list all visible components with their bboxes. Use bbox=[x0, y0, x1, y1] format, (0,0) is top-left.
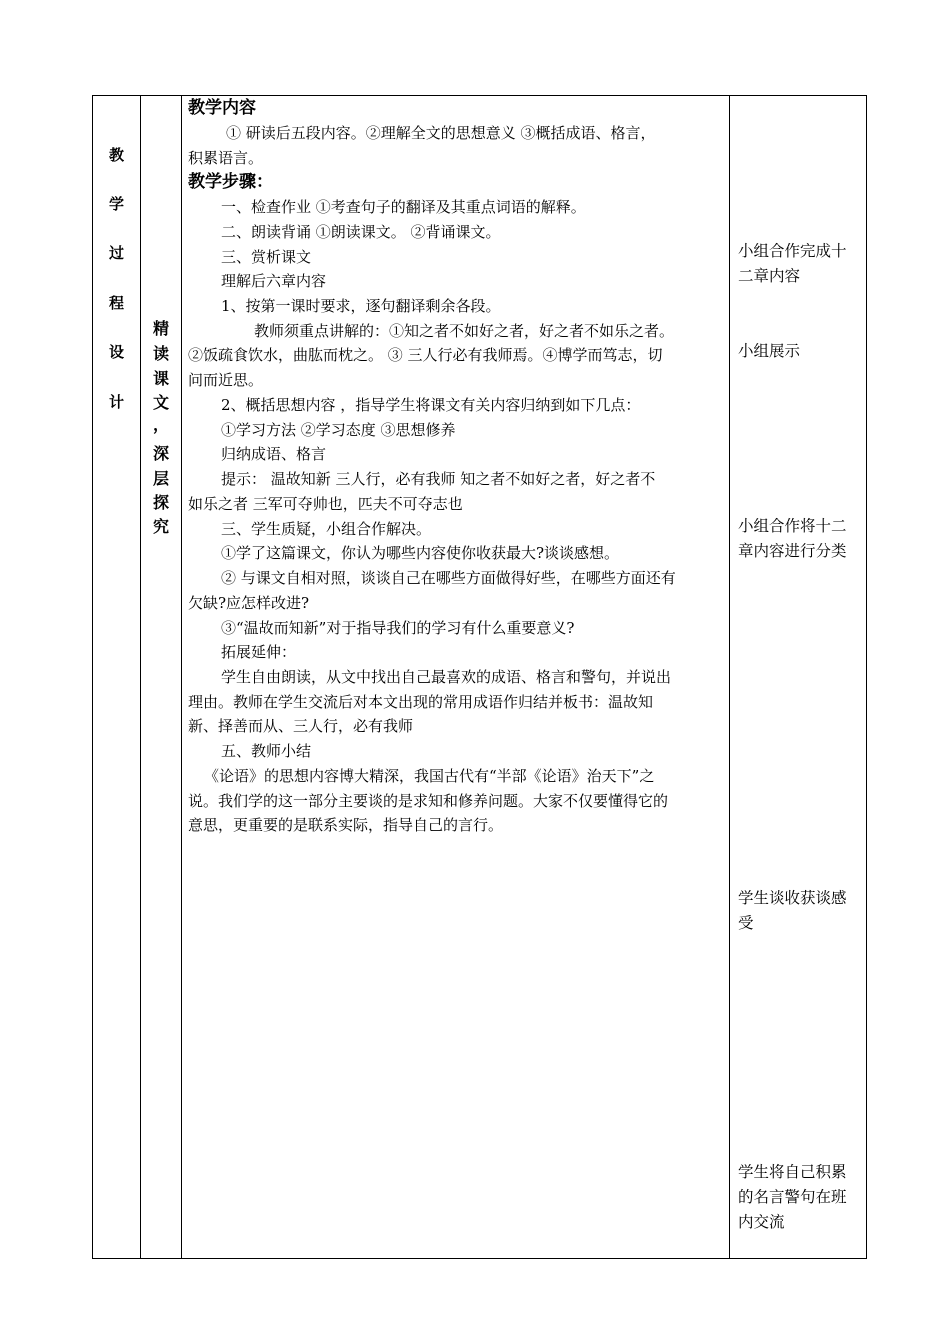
column-divider bbox=[181, 96, 182, 1258]
content-line: ① 研读后五段内容。②理解全文的思想意义 ③概括成语、格言， bbox=[226, 124, 656, 142]
section-label-char: 程 bbox=[108, 294, 124, 312]
content-line: 教师须重点讲解的：①知之者不如好之者，好之者不如乐之者。 bbox=[254, 322, 675, 340]
side-note bbox=[738, 886, 864, 936]
content-line: 二、朗读背诵 ①朗读课文。 ②背诵课文。 bbox=[221, 223, 501, 241]
column-divider bbox=[140, 96, 141, 1258]
content-line: 学生自由朗读，从文中找出自己最喜欢的成语、格言和警句，并说出 bbox=[221, 668, 672, 686]
content-line: ②饭疏食饮水，曲肱而枕之。 ③ 三人行必有我师焉。④博学而笃志，切 bbox=[188, 346, 663, 364]
side-note bbox=[738, 514, 864, 564]
phase-label-char: 精 bbox=[152, 319, 169, 338]
lesson-table bbox=[92, 95, 867, 1259]
phase-label-char: 文 bbox=[152, 393, 169, 412]
side-note-line: 的名言警句在班 bbox=[738, 1188, 847, 1206]
side-note bbox=[738, 1160, 864, 1235]
content-line: ①学了这篇课文，你认为哪些内容使你收获最大?谈谈感想。 bbox=[221, 544, 620, 562]
content-line: 积累语言。 bbox=[188, 149, 264, 167]
side-note-line: 学生谈收获谈感 bbox=[738, 889, 847, 907]
side-note-line: 内交流 bbox=[738, 1213, 785, 1231]
content-line: 理解后六章内容 bbox=[221, 272, 327, 290]
phase-label-char: 层 bbox=[152, 469, 169, 488]
heading-teaching-steps: 教学步骤： bbox=[188, 172, 273, 192]
content-line: 1、按第一课时要求，逐句翻译剩余各段。 bbox=[221, 297, 501, 315]
phase-label-char: 读 bbox=[152, 344, 169, 363]
content-line: ② 与课文自相对照，谈谈自己在哪些方面做得好些，在哪些方面还有 bbox=[221, 569, 676, 587]
content-line: 意思，更重要的是联系实际，指导自己的言行。 bbox=[188, 816, 504, 834]
side-note bbox=[738, 239, 864, 289]
content-line: ③“温故而知新”对于指导我们的学习有什么重要意义? bbox=[221, 619, 575, 637]
content-line: 欠缺?应怎样改进? bbox=[188, 594, 310, 612]
content-line: 五、教师小结 bbox=[221, 742, 312, 760]
section-label-char: 过 bbox=[108, 244, 124, 262]
side-note-line: 小组合作将十二 bbox=[738, 517, 847, 535]
side-note-line: 学生将自己积累 bbox=[738, 1163, 847, 1181]
content-line: 《论语》的思想内容博大精深，我国古代有“半部《论语》治天下”之 bbox=[204, 767, 655, 785]
phase-label-char: ， bbox=[152, 415, 169, 434]
phase-label-char: 课 bbox=[152, 369, 169, 388]
content-line: 说。我们学的这一部分主要谈的是求知和修养问题。大家不仅要懂得它的 bbox=[188, 792, 669, 810]
content-line: 如乐之者 三军可夺帅也，匹夫不可夺志也 bbox=[188, 495, 463, 513]
side-note bbox=[738, 339, 864, 364]
content-line: 归纳成语、格言 bbox=[221, 445, 327, 463]
content-line: 2、概括思想内容 ，指导学生将课文有关内容归纳到如下几点： bbox=[221, 396, 641, 414]
content-line: 三、学生质疑，小组合作解决。 bbox=[221, 520, 432, 538]
side-note-line: 受 bbox=[738, 914, 754, 932]
content-line: 提示： 温故知新 三人行，必有我师 知之者不如好之者，好之者不 bbox=[221, 470, 656, 488]
heading-teaching-content: 教学内容 bbox=[188, 98, 256, 118]
column-divider bbox=[729, 96, 730, 1258]
side-note-line: 章内容进行分类 bbox=[738, 542, 847, 560]
content-line: 一、检查作业 ①考查句子的翻译及其重点词语的解释。 bbox=[221, 198, 586, 216]
side-note-line: 小组展示 bbox=[738, 342, 801, 360]
side-note-line: 二章内容 bbox=[738, 267, 801, 285]
content-line: ①学习方法 ②学习态度 ③思想修养 bbox=[221, 421, 456, 439]
section-label-char: 计 bbox=[108, 393, 124, 411]
content-line: 理由。教师在学生交流后对本文出现的常用成语作归结并板书：温故知 bbox=[188, 693, 654, 711]
phase-label-char: 探 bbox=[152, 493, 169, 512]
section-label-char: 设 bbox=[108, 343, 124, 361]
section-label-char: 教 bbox=[108, 146, 124, 164]
section-label-char: 学 bbox=[108, 195, 124, 213]
phase-label-char: 究 bbox=[152, 517, 169, 536]
content-line: 拓展延伸： bbox=[221, 643, 297, 661]
content-line: 问而近思。 bbox=[188, 371, 264, 389]
side-note-line: 小组合作完成十 bbox=[738, 242, 847, 260]
content-line: 新、择善而从、三人行，必有我师 bbox=[188, 717, 414, 735]
phase-label-char: 深 bbox=[152, 444, 169, 463]
content-line: 三、赏析课文 bbox=[221, 248, 312, 266]
